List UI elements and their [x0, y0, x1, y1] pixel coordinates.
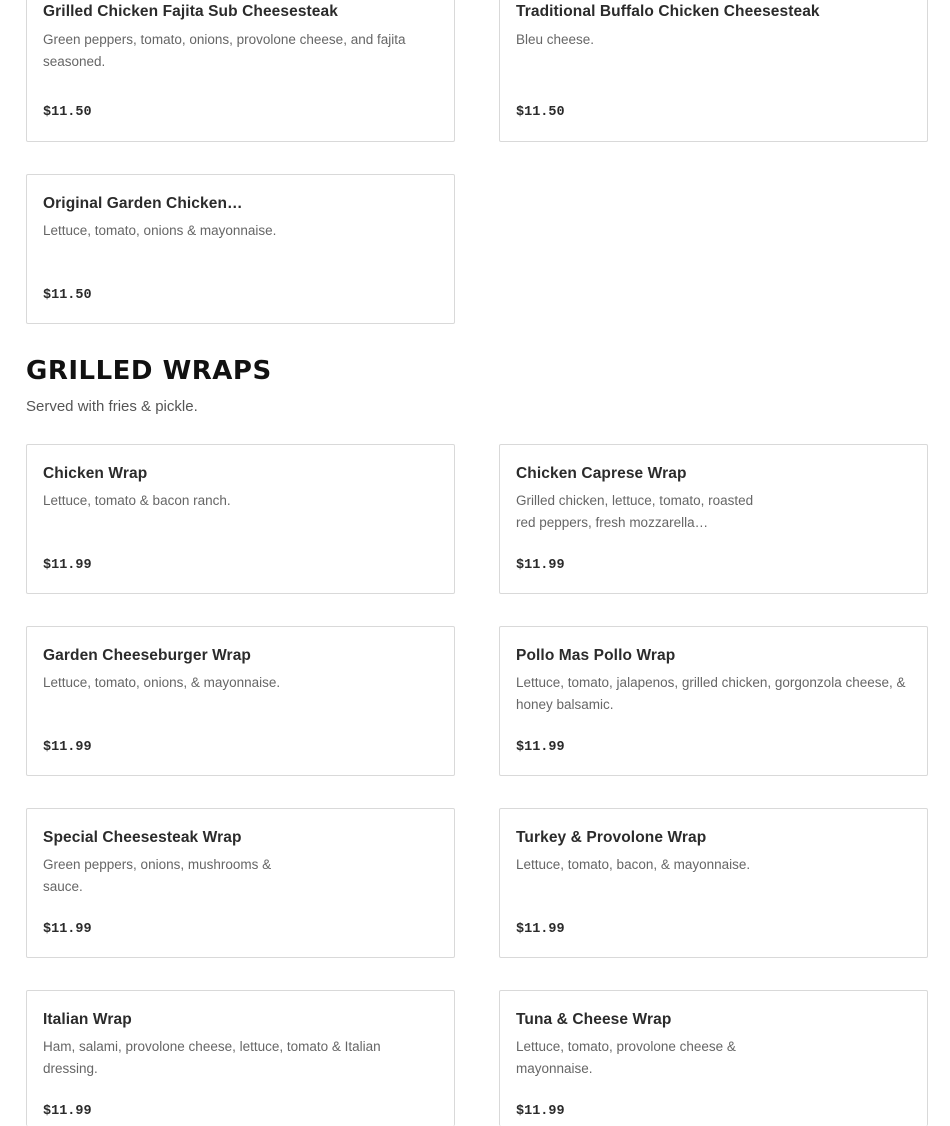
menu-item-price: $11.99 [516, 558, 565, 573]
menu-item-description: Lettuce, tomato, onions, & mayonnaise. [43, 675, 281, 690]
menu-item-price: $11.99 [43, 740, 92, 755]
menu-item-description: Lettuce, tomato, onions & mayonnaise. [43, 223, 277, 238]
menu-item-title: Italian Wrap [43, 1011, 132, 1028]
menu-item-card[interactable] [499, 626, 928, 776]
menu-item-card[interactable] [499, 990, 928, 1126]
menu-item-title: Chicken Wrap [43, 465, 148, 482]
menu-item-description: Lettuce, tomato, bacon, & mayonnaise. [516, 857, 751, 872]
menu-item-description: Ham, salami, provolone cheese, lettuce, tomato & Italian dressing. [43, 1039, 381, 1076]
section-subtitle: Served with fries & pickle. [26, 398, 198, 415]
menu-item-price: $11.99 [516, 740, 565, 755]
menu-item-title: Special Cheesesteak Wrap [43, 829, 242, 846]
menu-item-title: Grilled Chicken Fajita Sub Cheesesteak [43, 3, 338, 20]
section-title: GRILLED WRAPS [26, 356, 272, 386]
menu-item-price: $11.99 [516, 1104, 565, 1119]
menu-item-card[interactable] [26, 626, 455, 776]
menu-item-title: Garden Cheeseburger Wrap [43, 647, 251, 664]
menu-item-card[interactable] [499, 808, 928, 958]
menu-item-description: Lettuce, tomato, provolone cheese & mayonnaise. [516, 1039, 736, 1076]
menu-item-description: Green peppers, tomato, onions, provolone cheese, and fajita seasoned. [43, 32, 406, 69]
menu-item-price: $11.50 [516, 105, 565, 120]
menu-item-description: Lettuce, tomato & bacon ranch. [43, 493, 231, 508]
menu-item-card[interactable] [26, 808, 455, 958]
menu-item-description: Lettuce, tomato, jalapenos, grilled chicken, gorgonzola cheese, & honey balsamic. [516, 675, 906, 712]
menu-item-price: $11.99 [43, 558, 92, 573]
menu-item-price: $11.99 [43, 1104, 92, 1119]
menu-item-description: Bleu cheese. [516, 32, 595, 47]
menu-item-description: Grilled chicken, lettuce, tomato, roasted red peppers, fresh mozzarella… [516, 493, 754, 530]
menu-item-title: Original Garden Chicken… [43, 195, 243, 212]
menu-item-description: Green peppers, onions, mushrooms & sauce. [43, 857, 272, 894]
menu-item-card[interactable] [499, 444, 928, 594]
menu-item-card[interactable] [26, 174, 455, 324]
menu-item-title: Tuna & Cheese Wrap [516, 1011, 672, 1028]
menu-item-price: $11.99 [43, 922, 92, 937]
menu-item-title: Chicken Caprese Wrap [516, 465, 687, 482]
menu-item-title: Turkey & Provolone Wrap [516, 829, 707, 846]
menu-item-title: Pollo Mas Pollo Wrap [516, 647, 676, 664]
menu-item-card[interactable] [26, 0, 455, 142]
menu-item-price: $11.99 [516, 922, 565, 937]
menu-item-price: $11.50 [43, 105, 92, 120]
menu-item-price: $11.50 [43, 288, 92, 303]
menu-item-card[interactable] [499, 0, 928, 142]
menu-item-title: Traditional Buffalo Chicken Cheesesteak [516, 3, 820, 20]
menu-item-card[interactable] [26, 990, 455, 1126]
menu-item-card[interactable] [26, 444, 455, 594]
